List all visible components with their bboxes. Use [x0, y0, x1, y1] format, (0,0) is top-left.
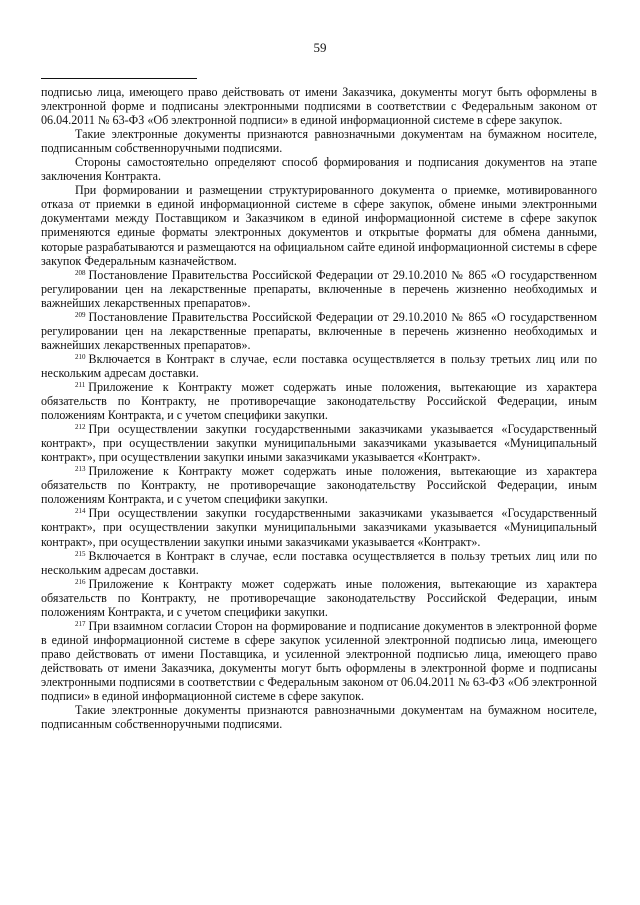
footnote-211	[41, 380, 597, 422]
paragraph-text: подписью лица, имеющего право действовать от имени Заказчика, документы могут быть оформлены в электронной форме и подписаны электронными подписями в соответствии с Федеральным законом от 06.04.2011 № 63-ФЗ «Об электронной подписи» в единой информационной системе в сфере закупок.	[41, 85, 597, 128]
paragraph-text: Стороны самостоятельно определяют способ формирования и подписания документов на этапе заключения Контракта.	[41, 155, 597, 184]
paragraph	[41, 183, 597, 267]
footnote-text: При осуществлении закупки государственными заказчиками указывается «Государственный контракт», при осуществлении закупки муниципальными заказчиками указывается «Муниципальный контракт», при осуществлении закупки иными заказчиками указывается «Контракт».	[41, 506, 597, 549]
footnote-208	[41, 268, 597, 310]
paragraph	[41, 703, 597, 731]
footnote-text: Включается в Контракт в случае, если поставка осуществляется в пользу третьих лиц или по нескольким адресам доставки.	[41, 351, 597, 380]
footnote-text: При осуществлении закупки государственными заказчиками указывается «Государственный контракт», при осуществлении закупки муниципальными заказчиками указывается «Муниципальный контракт», при осуществлении закупки иными заказчиками указывается «Контракт».	[41, 422, 597, 465]
footnote-number: 215	[75, 549, 86, 558]
paragraph	[41, 155, 597, 183]
footnote-212	[41, 422, 597, 464]
footnote-text: Приложение к Контракту может содержать иные положения, вытекающие из характера обязательств по Контракту, не противоречащие законодательству Российской Федерации, иным положениям Контракта, и с учетом специфики закупки.	[41, 464, 597, 507]
footnote-number: 217	[75, 619, 86, 628]
footnote-text: Приложение к Контракту может содержать иные положения, вытекающие из характера обязательств по Контракту, не противоречащие законодательству Российской Федерации, иным положениям Контракта, и с учетом специфики закупки.	[41, 379, 597, 423]
paragraph-text: Такие электронные документы признаются равнозначными документам на бумажном носителе, подписанным собственноручными подписями.	[41, 703, 597, 732]
footnote-number: 213	[75, 465, 86, 474]
footnote-text: Постановление Правительства Российской Федерации от 29.10.2010 № 865 «О государственном регулировании цен на лекарственные препараты, включенные в перечень жизненно необходимых и важнейших лекарственных препаратов».	[41, 267, 597, 310]
footnote-number: 214	[75, 507, 86, 516]
footnote-text: Постановление Правительства Российской Федерации от 29.10.2010 № 865 «О государственном регулировании цен на лекарственные препараты, включенные в перечень жизненно необходимых и важнейших лекарственных препаратов».	[41, 309, 597, 352]
footnote-209	[41, 310, 597, 352]
footnote-number: 209	[75, 310, 86, 319]
footnote-217	[41, 619, 597, 703]
footnote-text: При взаимном согласии Сторон на формирование и подписание документов в электронной форме в единой информационной системе в сфере закупок усиленной электронной подписью лица, имеющего право действовать от имени Поставщика, и усиленной электронной подписью лица, имеющего право действовать от имени Заказчика, документы могут быть оформлены в электронной форме и подписаны электронными подписями в соответствии с Федеральным законом от 06.04.2011 № 63-ФЗ «Об электронной подписи» в единой информационной системе в сфере закупок.	[41, 618, 597, 704]
footnote-216	[41, 577, 597, 619]
page-number: 59	[313, 40, 327, 55]
footnote-215	[41, 549, 597, 577]
footnote-number: 216	[75, 577, 86, 586]
footnote-214	[41, 506, 597, 548]
footnote-text: Приложение к Контракту может содержать иные положения, вытекающие из характера обязательств по Контракту, не противоречащие законодательству Российской Федерации, иным положениям Контракта, и с учетом специфики закупки.	[41, 576, 597, 619]
footnote-continuation	[41, 85, 597, 127]
footnote-number: 211	[75, 380, 86, 389]
footnote-text: Включается в Контракт в случае, если поставка осуществляется в пользу третьих лиц или по нескольким адресам доставки.	[41, 548, 597, 577]
footnote-separator	[41, 78, 197, 79]
paragraph-text: Такие электронные документы признаются равнозначными документам на бумажном носителе, подписанным собственноручными подписями.	[41, 127, 597, 156]
footnote-213	[41, 464, 597, 506]
paragraph-text: При формировании и размещении структурированного документа о приемке, мотивированного отказа от приемки в единой информационной системе в сфере закупок, обмене иными электронными документами между Поставщиком и Заказчиком в единой информационной системе в сфере закупок применяются единые форматы электронных документов и открытые форматы для обмена данными, которые разрабатываются и размещаются на официальном сайте единой информационной системы в сфере закупок Федеральным казначейством.	[41, 183, 597, 268]
paragraph	[41, 127, 597, 155]
footnote-number: 210	[75, 352, 86, 361]
footnotes-text	[41, 85, 597, 731]
footnote-210	[41, 352, 597, 380]
footnote-number: 208	[75, 268, 86, 277]
footnote-number: 212	[75, 423, 86, 432]
